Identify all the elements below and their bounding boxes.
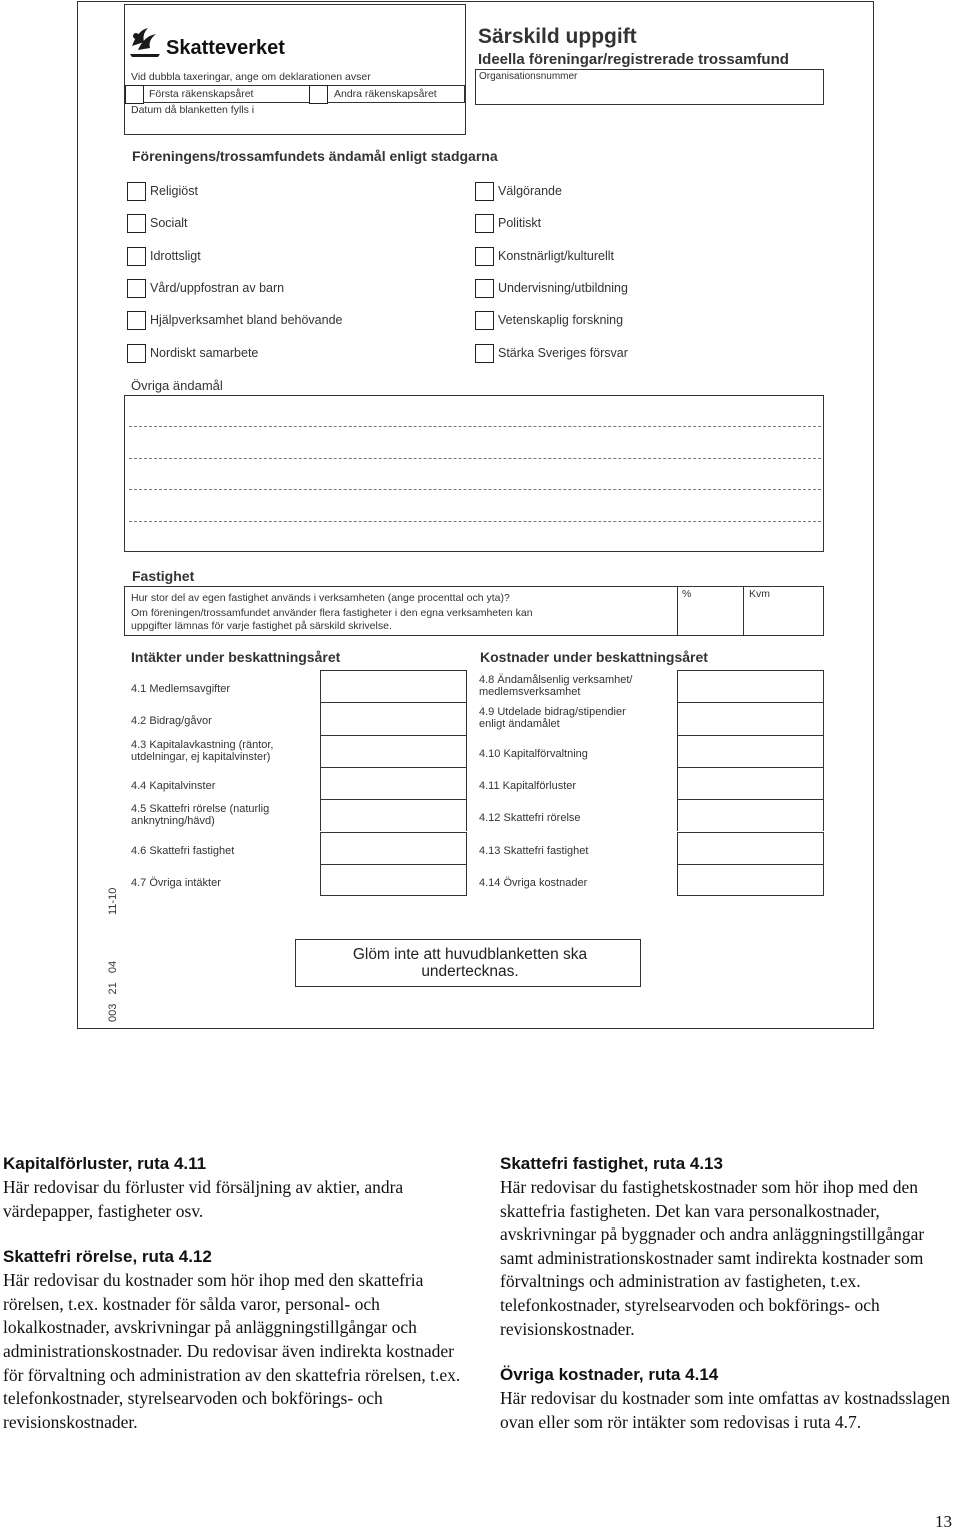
costs-amount-field-0[interactable] [677,670,824,702]
purpose-left-label-0: Religiöst [150,184,198,198]
side-code-bottom: 003 21 04 [107,960,119,1022]
costs-item-number-5: 4.13 [479,844,501,857]
costs-item-text-4: Skattefri rörelse [503,812,581,825]
costs-item-label-4 [479,812,649,824]
purpose-right-label-4: Vetenskaplig forskning [498,313,624,328]
instructions-right-column [500,1152,955,1434]
income-item-number-2: 4.3 [131,738,147,751]
heading-4-14: Övriga kostnader, ruta 4.14 [500,1365,719,1385]
body-4-14: Här redovisar du kostnader som inte omfattas av kostnadsslagen ovan eller som rör intäkter som redovisas i ruta 4.7. [500,1388,951,1432]
purpose-right-label-0: Välgörande [498,184,562,198]
costs-item-text-5: Skattefri fastighet [503,844,589,857]
purpose-right-checkbox-3[interactable] [475,279,494,298]
costs-amount-field-2[interactable] [677,735,824,767]
income-amount-field-6[interactable] [320,864,467,896]
income-item-label-4 [131,803,291,827]
purpose-left-checkbox-3[interactable] [127,279,146,298]
income-item-text-1: Bidrag/gåvor [149,715,212,728]
income-item-label-5 [131,845,291,857]
purpose-left-label-5: Nordiskt samarbete [150,345,259,360]
percent-field[interactable] [677,586,744,636]
costs-item-text-6: Övriga kostnader [503,876,588,889]
purpose-right-label-5: Stärka Sveriges försvar [498,345,628,360]
purpose-right-checkbox-4[interactable] [475,311,494,330]
skatteverket-logo [128,24,298,64]
purpose-left-checkbox-2[interactable] [127,247,146,266]
income-item-number-3: 4.4 [131,779,147,792]
body-4-12: Här redovisar du kostnader som hör ihop med den skattefria rörelsen, t.ex. kostnader för sålda varor, personal- och lokalkostnader, avskrivningar på anläggningstillgångar och administrationskostnader. Du redovisar även indirekta kostnader för förvaltning och administration av den skattefria rörelsen, t.ex. telefonkostnader, styrelsearvoden och bokförings- och revisionskostnader. [3,1270,461,1432]
costs-amount-field-5[interactable] [677,832,824,864]
second-year-checkbox[interactable] [309,85,328,104]
purpose-left-label-4: Hjälpverksamhet bland behövande [150,313,343,328]
costs-amount-field-6[interactable] [677,864,824,896]
costs-item-label-5 [479,845,649,857]
first-year-box [126,85,330,103]
costs-amount-field-4[interactable] [677,799,824,831]
income-title: Intäkter under beskattningsåret [131,649,341,665]
page-number: 13 [935,1512,952,1531]
purpose-title: Föreningens/trossamfundets ändamål enligt stadgarna [132,148,498,164]
income-amount-field-3[interactable] [320,767,467,799]
income-item-label-2 [131,739,291,763]
instructions-left-column [3,1152,463,1434]
income-item-number-4: 4.5 [131,803,147,816]
heading-4-12: Skattefri rörelse, ruta 4.12 [3,1247,212,1267]
income-amount-field-0[interactable] [320,670,467,702]
other-purpose-label: Övriga ändamål [131,378,223,393]
purpose-right-label-1: Politiskt [498,216,542,231]
income-item-text-2: Kapitalavkastning (räntor, utdelningar, ej kapitalvinster) [131,738,274,763]
purpose-left-checkbox-5[interactable] [127,344,146,363]
income-item-text-5: Skattefri fastighet [149,844,235,857]
costs-item-number-2: 4.10 [479,747,501,760]
income-amount-field-4[interactable] [320,799,467,831]
costs-item-label-2 [479,748,649,760]
costs-item-label-3 [479,780,649,792]
other-purpose-line-3 [129,489,821,490]
org-number-label: Organisationsnummer [479,71,578,82]
income-amount-field-5[interactable] [320,832,467,864]
kvm-field[interactable] [743,586,824,636]
second-year-box [309,85,465,103]
purpose-left-label-3: Vård/uppfostran av barn [150,280,285,295]
purpose-left-checkbox-1[interactable] [127,214,146,233]
income-item-number-6: 4.7 [131,876,147,889]
percent-label: % [682,588,692,600]
purpose-right-checkbox-5[interactable] [475,344,494,363]
costs-item-label-0 [479,674,649,698]
income-item-number-0: 4.1 [131,683,147,695]
fiscal-note: Vid dubbla taxeringar, ange om deklarationen avser [131,71,371,83]
heading-4-13: Skattefri fastighet, ruta 4.13 [500,1154,723,1173]
kvm-label: Kvm [749,588,770,600]
costs-amount-field-1[interactable] [677,702,824,734]
costs-item-text-2: Kapitalförvaltning [503,747,588,760]
costs-item-text-3: Kapitalförluster [502,779,577,792]
costs-item-number-0: 4.8 [479,674,495,686]
other-purpose-line-4 [129,521,821,522]
income-item-label-6 [131,877,291,889]
income-item-number-5: 4.6 [131,844,147,857]
costs-item-text-1: Utdelade bidrag/stipendier enligt ändamålet [479,706,626,731]
costs-amount-field-3[interactable] [677,767,824,799]
income-item-number-1: 4.2 [131,715,147,728]
costs-item-number-3: 4.11 [479,779,500,792]
purpose-left-checkbox-0[interactable] [127,182,146,201]
second-year-label: Andra räkenskapsåret [334,88,437,100]
form-subtitle: Ideella föreningar/registrerade trossamfund [478,51,789,68]
purpose-right-checkbox-2[interactable] [475,247,494,266]
income-item-label-0 [131,683,291,695]
purpose-right-label-2: Konstnärligt/kulturellt [498,248,615,263]
costs-item-text-0: Ändamålsenlig verksamhet/ medlemsverksamhet [479,674,633,698]
purpose-left-label-2: Idrottsligt [150,248,201,263]
income-item-text-6: Övriga intäkter [149,876,221,889]
other-purpose-field[interactable] [124,395,824,552]
income-item-text-4: Skattefri rörelse (naturlig anknytning/hävd) [131,803,270,828]
first-year-checkbox[interactable] [125,85,144,104]
form-title: Särskild uppgift [478,25,637,48]
purpose-left-checkbox-4[interactable] [127,311,146,330]
costs-item-number-4: 4.12 [479,812,501,825]
income-item-label-1 [131,715,291,727]
income-item-label-3 [131,780,291,792]
purpose-right-checkbox-0[interactable] [475,182,494,201]
income-item-text-0: Medlemsavgifter [149,683,231,695]
side-code-top: 11-10 [107,887,119,915]
income-amount-field-1[interactable] [320,702,467,734]
reminder-text: Glöm inte att huvudblanketten ska undertecknas. [352,946,588,980]
purpose-right-label-3: Undervisning/utbildning [498,280,628,295]
property-note: Om föreningen/trossamfundet använder flera fastigheter i den egna verksamheten kan uppgifter lämnas för varje fastighet på särskild skrivelse. [131,607,533,632]
org-number-field[interactable] [475,69,824,105]
heading-4-11: Kapitalförluster, ruta 4.11 [3,1154,207,1173]
other-purpose-line-1 [129,426,821,427]
property-title: Fastighet [132,568,195,584]
costs-item-number-1: 4.9 [479,706,495,719]
property-question: Hur stor del av egen fastighet används i verksamheten (ange procenttal och yta)? [131,592,510,604]
date-label: Datum då blanketten fylls i [131,104,255,116]
logo-text: Skatteverket [166,37,285,59]
costs-title: Kostnader under beskattningsåret [480,649,708,665]
costs-item-label-1 [479,706,649,730]
crown-logo-icon [128,24,162,58]
costs-item-number-6: 4.14 [479,876,501,889]
purpose-right-checkbox-1[interactable] [475,214,494,233]
income-item-text-3: Kapitalvinster [149,779,216,792]
income-amount-field-2[interactable] [320,735,467,767]
first-year-label: Första räkenskapsåret [149,88,254,100]
purpose-left-label-1: Socialt [150,216,188,231]
other-purpose-line-2 [129,458,821,459]
body-4-13: Här redovisar du fastighetskostnader som hör ihop med den skattefria fastigheten. Det kan vara personalkostnader, avskrivningar på byggnader och andra anläggningstillgångar samt administrationskostnader samt indirekta kostnader som förvaltnings och administration av fastigheten, t.ex. telefonkostnader, styrelsearvoden och bokförings- och revisionskostnader. [500,1177,925,1339]
body-4-11: Här redovisar du förluster vid försäljning av aktier, andra värdepapper, fastigheter osv. [3,1177,404,1221]
costs-item-label-6 [479,877,649,889]
